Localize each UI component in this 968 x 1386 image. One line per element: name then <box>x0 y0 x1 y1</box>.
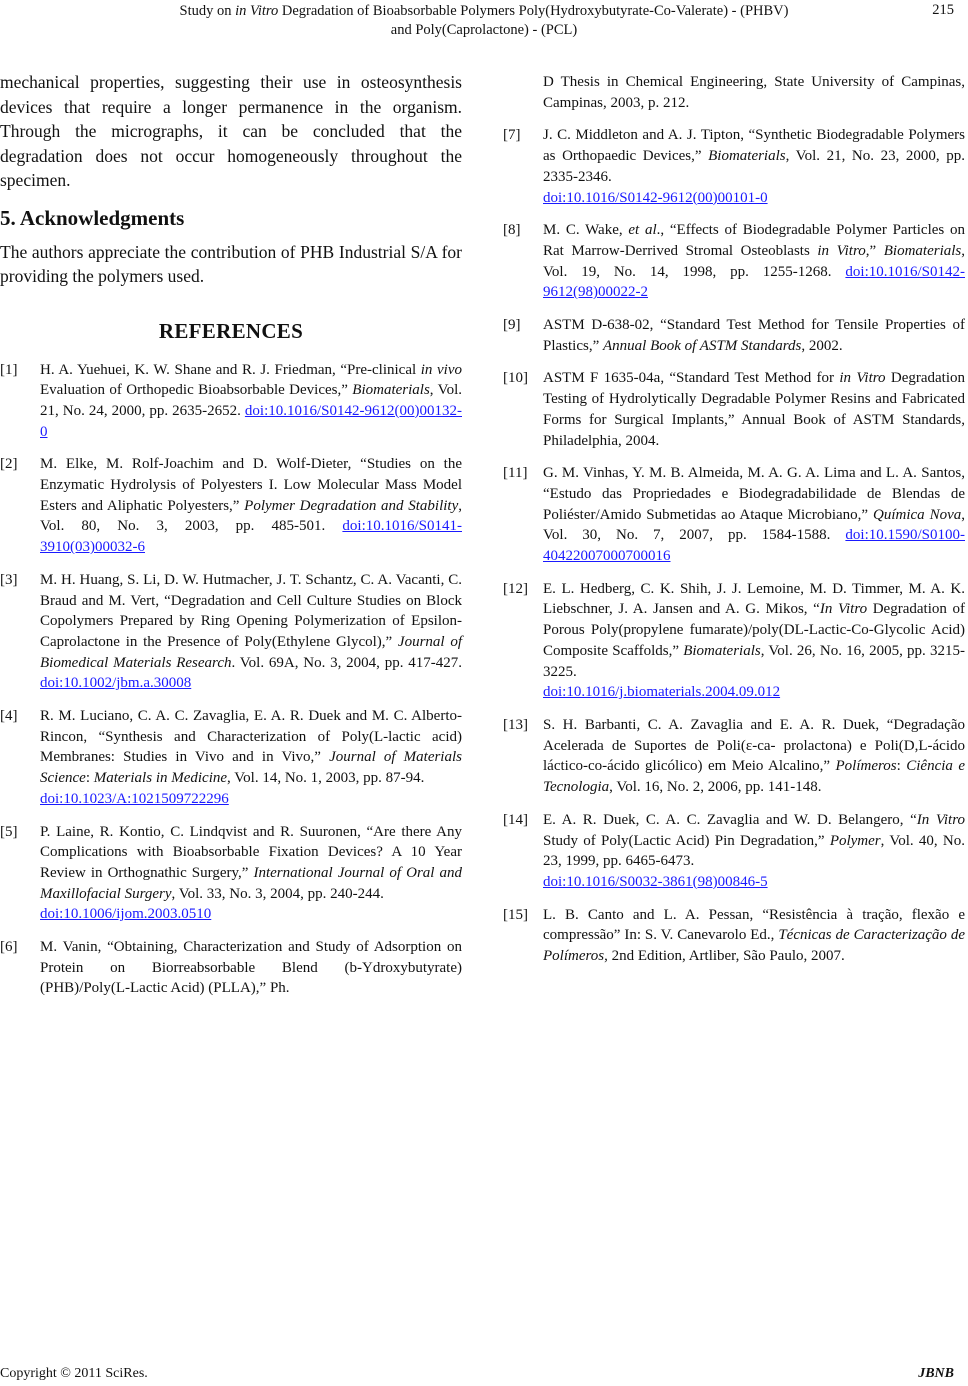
journal-abbreviation: JBNB <box>918 1366 954 1381</box>
reference-number: [3] <box>0 571 18 588</box>
reference-item <box>0 570 462 694</box>
left-column <box>0 70 462 1011</box>
reference-number: [8] <box>503 222 521 239</box>
doi-link[interactable]: doi:10.1016/S0032-3861(98)00846-5 <box>543 873 768 890</box>
running-header-line2: and Poly(Caprolactone) - (PCL) <box>390 22 578 38</box>
reference-number: [13] <box>503 716 528 733</box>
running-header-line1 <box>60 2 908 21</box>
references-heading: REFERENCES <box>158 318 304 343</box>
header-text: Study on <box>179 3 236 19</box>
reference-item <box>503 368 965 451</box>
reference-text: P. Laine, R. Kontio, C. Lindqvist and R. Suuronen, “Are there Any Complications with Bioabsorbable Fixation Devices? A 10 Year Review in Orthognathic Surgery,” International Journal of Oral and Maxillofacial Surgery, Vol. 33, No. 3, 2004, pp. 240-244. doi:10.1006/ijom.2003.0510 <box>40 823 462 923</box>
reference-number: [6] <box>0 939 18 956</box>
reference-number: [7] <box>503 127 521 144</box>
reference-number: [15] <box>503 906 528 923</box>
intro-paragraph: mechanical properties, suggesting their use in osteosynthesis devices that require a longer permanence in the organism. Through the micrographs, it can be concluded that the degradation does not occur homogeneously throughout the specimen. <box>0 72 462 190</box>
reference-item <box>503 810 965 893</box>
doi-link[interactable]: doi:10.1016/j.biomaterials.2004.09.012 <box>543 684 781 701</box>
running-header <box>60 2 908 40</box>
reference-text: S. H. Barbanti, C. A. Zavaglia and E. A. R. Duek, “Degradação Acelerada de Suportes de Poli(ε-ca- prolactona) e Poli(D,L-ácido láctico-co-ácido glicólico) em Meio Alcalino,” Polímeros: Ciência e Tecnologia, Vol. 16, No. 2, 2006, pp. 141-148. <box>543 716 965 796</box>
reference-text: M. Vanin, “Obtaining, Characterization and Study of Adsorption on Protein on Biorreabsorbable Blend (b-Ydroxybutyrate) (PHB)/Poly(L-Lactic Acid) (PLLA),” Ph. <box>40 939 462 997</box>
reference-number: [14] <box>503 811 528 828</box>
reference-item <box>0 360 462 443</box>
ack-paragraph: The authors appreciate the contribution of PHB Industrial S/A for providing the polymers used. <box>0 241 462 286</box>
ack-heading: 5. Acknowledgments <box>0 205 185 230</box>
reference-item <box>0 937 462 999</box>
reference-continuation: D Thesis in Chemical Engineering, State University of Campinas, Campinas, 2003, p. 212. <box>543 74 965 111</box>
reference-text: E. A. R. Duek, C. A. C. Zavaglia and W. D. Belangero, “In Vitro Study of Poly(Lactic Acid) Pin Degradation,” Polymer, Vol. 40, No. 23, 1999, pp. 6465-6473. doi:10.1016/S0032-3861(98)00846-5 <box>543 811 965 890</box>
doi-link[interactable]: doi:10.1590/S0100-40422007000700016 <box>543 527 965 565</box>
header-italic: in Vitro <box>235 3 279 19</box>
doi-link[interactable]: doi:10.1023/A:1021509722296 <box>40 790 229 807</box>
reference-item <box>503 579 965 703</box>
reference-text: ASTM F 1635-04a, “Standard Test Method for in Vitro Degradation Testing of Hydrolytically Degradable Polymer Resins and Fabricated Forms for Surgical Implants,” Annual Book of ASTM Standards, Philadelphia, 2004. <box>543 370 965 449</box>
reference-item <box>503 315 965 356</box>
reference-text: M. C. Wake, et al., “Effects of Biodegradable Polymer Particles on Rat Marrow-Derrived Stromal Osteoblasts in Vitro,” Biomaterials, Vol. 19, No. 14, 1998, pp. 1255-1268. doi:10.1016/S0142-9612(98)00022-2 <box>543 222 965 301</box>
doi-link[interactable]: doi:10.1006/ijom.2003.0510 <box>40 906 212 923</box>
reference-item <box>503 220 965 303</box>
copyright-footer: Copyright © 2011 SciRes. <box>0 1366 148 1381</box>
reference-text: J. C. Middleton and A. J. Tipton, “Synthetic Biodegradable Polymers as Orthopaedic Devices,” Biomaterials, Vol. 21, No. 23, 2000, pp. 2335-2346. doi:10.1016/S0142-9612(00)00101-0 <box>543 127 965 206</box>
doi-link[interactable]: doi:10.1016/S0141-3910(03)00032-6 <box>40 518 462 556</box>
reference-text: M. H. Huang, S. Li, D. W. Hutmacher, J. T. Schantz, C. A. Vacanti, C. Braud and M. Vert, “Degradation and Cell Culture Studies on Block Copolymers Prepared by Ring Opening Polymerization of Epsilon-Caprolactone in the Presence of Poly(Ethylene Glycol),” Journal of Biomedical Materials Research. Vol. 69A, No. 3, 2004, pp. 417-427. doi:10.1002/jbm.a.30008 <box>40 571 462 692</box>
reference-item <box>0 454 462 558</box>
reference-text: R. M. Luciano, C. A. C. Zavaglia, E. A. R. Duek and M. C. Alberto-Rincon, “Synthesis and Characterization of Poly(L-lactic acid) Membranes: Studies in Vivo and in Vivo,” Journal of Materials Science: Materials in Medicine, Vol. 14, No. 1, 2003, pp. 87-94. doi:10.1023/A:1021509722296 <box>40 708 462 807</box>
reference-item <box>503 905 965 967</box>
doi-link[interactable]: doi:10.1016/S0142-9612(98)00022-2 <box>543 263 965 301</box>
reference-number: [2] <box>0 456 18 473</box>
reference-number: [12] <box>503 580 528 597</box>
reference-text: L. B. Canto and L. A. Pessan, “Resistência à tração, flexão e compressão” In: S. V. Canevarolo Ed., Técnicas de Caracterização de Polímeros, 2nd Edition, Artliber, São Paulo, 2007. <box>543 906 965 965</box>
reference-item <box>503 125 965 208</box>
reference-number: [9] <box>503 317 521 334</box>
doi-link[interactable]: doi:10.1002/jbm.a.30008 <box>40 675 192 692</box>
reference-text: M. Elke, M. Rolf-Joachim and D. Wolf-Dieter, “Studies on the Enzymatic Hydrolysis of Polyesters I. Low Molecular Mass Model Esters and Aliphatic Polyesters,” Polymer Degradation and Stability, Vol. 80, No. 3, 2003, pp. 485-501. doi:10.1016/S0141-3910(03)00032-6 <box>40 456 462 556</box>
right-column <box>503 72 965 979</box>
reference-item <box>0 706 462 810</box>
reference-number: [1] <box>0 361 18 378</box>
header-text: Degradation of Bioabsorbable Polymers Poly(Hydroxybutyrate-Co-Valerate) - (PHBV) <box>278 3 789 19</box>
doi-link[interactable]: doi:10.1016/S0142-9612(00)00132-0 <box>40 402 462 440</box>
doi-link[interactable]: doi:10.1016/S0142-9612(00)00101-0 <box>543 189 768 206</box>
reference-number: [11] <box>503 465 528 482</box>
reference-text: E. L. Hedberg, C. K. Shih, J. J. Lemoine, M. D. Timmer, M. A. K. Liebschner, J. A. Jansen and A. G. Mikos, “In Vitro Degradation of Porous Poly(propylene fumarate)/poly(DL-Lactic-Co-Glycolic Acid) Composite Scaffolds,” Biomaterials, Vol. 26, No. 16, 2005, pp. 3215-3225. doi:10.1016/j.biomaterials.2004.09.012 <box>543 580 965 701</box>
reference-item <box>503 715 965 798</box>
reference-text: ASTM D-638-02, “Standard Test Method for Tensile Properties of Plastics,” Annual Book of ASTM Standards, 2002. <box>543 317 965 354</box>
reference-number: [5] <box>0 823 18 840</box>
reference-item <box>503 463 965 567</box>
reference-number: [4] <box>0 708 18 725</box>
reference-text: H. A. Yuehuei, K. W. Shane and R. J. Friedman, “Pre-clinical in vivo Evaluation of Orthopedic Bioabsorbable Devices,” Biomaterials, Vol. 21, No. 24, 2000, pp. 2635-2652. doi:10.1016/S0142-9612(00)00132-0 <box>40 361 462 440</box>
reference-text: G. M. Vinhas, Y. M. B. Almeida, M. A. G. A. Lima and L. A. Santos, “Estudo das Propriedades e Biodegradabilidade de Blendas de Poliéster/Amido Submetidas ao Ataque Microbiano,” Química Nova, Vol. 30, No. 7, 2007, pp. 1584-1588. doi:10.1590/S0100-40422007000700016 <box>543 465 965 565</box>
page-number: 215 <box>932 2 954 18</box>
reference-number: [10] <box>503 370 528 387</box>
reference-item <box>0 822 462 926</box>
